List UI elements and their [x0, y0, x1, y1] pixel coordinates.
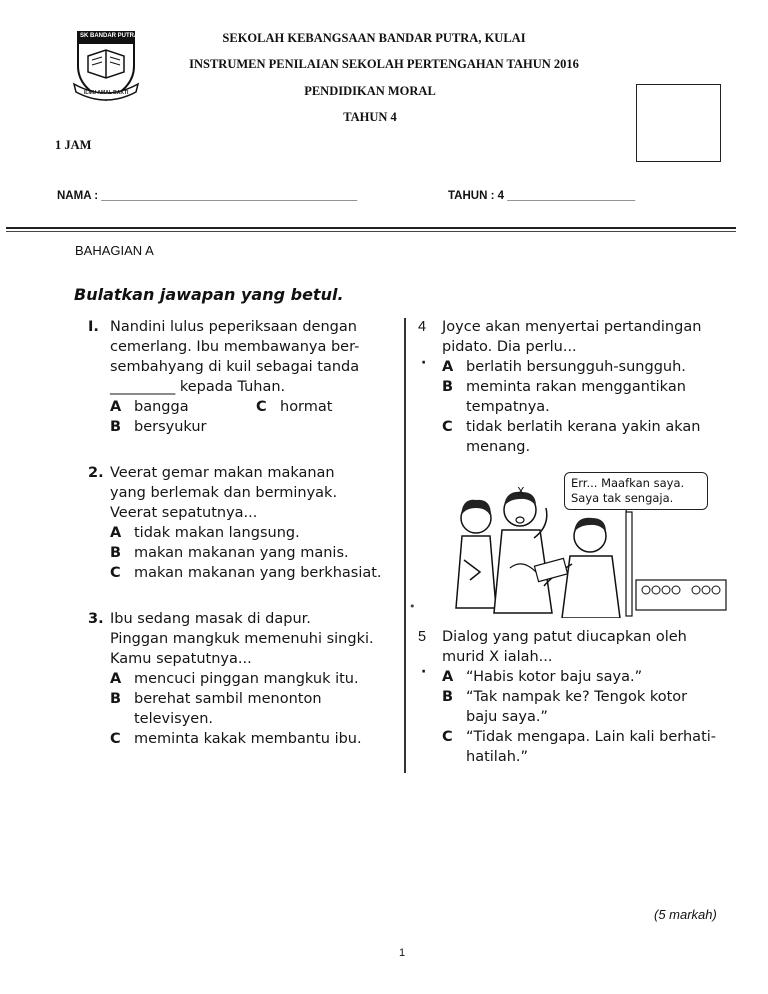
header-divider-thin [6, 231, 736, 232]
question-5 [418, 627, 738, 767]
question-text-line: Kamu sepatutnya... [110, 651, 252, 667]
option-B-continued: televisyen. [134, 711, 214, 727]
dot-marker: · [421, 355, 427, 371]
dot-marker: • [409, 600, 416, 613]
question-number: I. [88, 319, 99, 335]
page-number: 1 [399, 947, 406, 959]
question-number: 2. [88, 465, 104, 481]
speech-line: Err... Maafkan saya. [571, 476, 685, 490]
school-name: SEKOLAH KEBANGSAAN BANDAR PUTRA, KULAI [222, 31, 526, 45]
option-C[interactable]: C tidak berlatih kerana yakin akan [442, 419, 701, 435]
option-B-continued: tempatnya. [466, 399, 550, 415]
instruction: Bulatkan jawapan yang betul. [74, 285, 344, 304]
question-text-line: Ibu sedang masak di dapur. [110, 611, 311, 627]
illustration [440, 468, 730, 618]
column-divider [404, 318, 406, 773]
option-C[interactable]: C “Tidak mengapa. Lain kali berhati- [442, 729, 717, 745]
speech-bubble [564, 472, 708, 510]
year-title: TAHUN 4 [343, 110, 397, 124]
year-field[interactable]: TAHUN : 4 ____________________ [448, 190, 636, 202]
question-4 [418, 317, 738, 457]
option-C-continued: menang. [466, 439, 531, 455]
question-text-line: Nandini lulus peperiksaan dengan [110, 319, 357, 335]
student-x-label: X [517, 485, 525, 498]
question-text-line: pidato. Dia perlu... [442, 339, 577, 355]
option-B[interactable]: B berehat sambil menonton [110, 691, 322, 707]
option-C-continued: hatilah.” [466, 749, 529, 765]
option-C[interactable]: C hormat [256, 399, 333, 415]
section-title: BAHAGIAN A [75, 243, 154, 258]
option-B-continued: baju saya.” [466, 709, 548, 725]
option-B[interactable]: B meminta rakan menggantikan [442, 379, 686, 395]
option-B[interactable]: B makan makanan yang manis. [110, 545, 349, 561]
option-A[interactable]: A berlatih bersungguh-sungguh. [442, 359, 686, 375]
question-text-line: yang berlemak dan berminyak. [110, 485, 338, 501]
question-text-line: sembahyang di kuil sebagai tanda [110, 359, 360, 375]
question-1 [88, 317, 398, 437]
header-divider [6, 227, 736, 229]
dot-marker: · [421, 664, 427, 680]
question-text-line: Dialog yang patut diucapkan oleh [442, 629, 687, 645]
option-B[interactable]: B “Tak nampak ke? Tengok kotor [442, 689, 688, 705]
option-A[interactable]: A mencuci pinggan mangkuk itu. [110, 671, 359, 687]
subject-title: PENDIDIKAN MORAL [304, 84, 436, 98]
marks-box [636, 84, 721, 162]
question-text-line: Veerat gemar makan makanan [110, 465, 335, 481]
logo-bottom-text: ILMU AMAL BAKTI [84, 90, 129, 96]
question-text-line: _________ kepada Tuhan. [110, 379, 286, 395]
question-text-line: murid X ialah... [442, 649, 553, 665]
option-B[interactable]: B bersyukur [110, 419, 207, 435]
question-2 [88, 463, 398, 583]
duration: 1 JAM [55, 138, 92, 152]
marks-note: (5 markah) [654, 907, 717, 922]
name-field[interactable]: NAMA : ________________________________________ [57, 190, 358, 202]
option-A[interactable]: A “Habis kotor baju saya.” [442, 669, 643, 685]
question-number: 4 [418, 319, 427, 335]
question-text-line: Joyce akan menyertai pertandingan [442, 319, 702, 335]
exam-title: INSTRUMEN PENILAIAN SEKOLAH PERTENGAHAN TAHUN 2016 [189, 57, 579, 71]
question-number: 5 [418, 629, 427, 645]
speech-line: Saya tak sengaja. [571, 491, 674, 505]
question-text-line: cemerlang. Ibu membawanya ber- [110, 339, 360, 355]
question-text-line: Veerat sepatutnya... [110, 505, 258, 521]
question-text-line: Pinggan mangkuk memenuhi singki. [110, 631, 374, 647]
question-number: 3. [88, 611, 104, 627]
question-3 [88, 609, 398, 749]
option-A[interactable]: A bangga [110, 399, 189, 415]
option-C[interactable]: C meminta kakak membantu ibu. [110, 731, 362, 747]
option-A[interactable]: A tidak makan langsung. [110, 525, 300, 541]
option-C[interactable]: C makan makanan yang berkhasiat. [110, 565, 382, 581]
logo-top-text: SK BANDAR PUTRA [80, 33, 139, 39]
